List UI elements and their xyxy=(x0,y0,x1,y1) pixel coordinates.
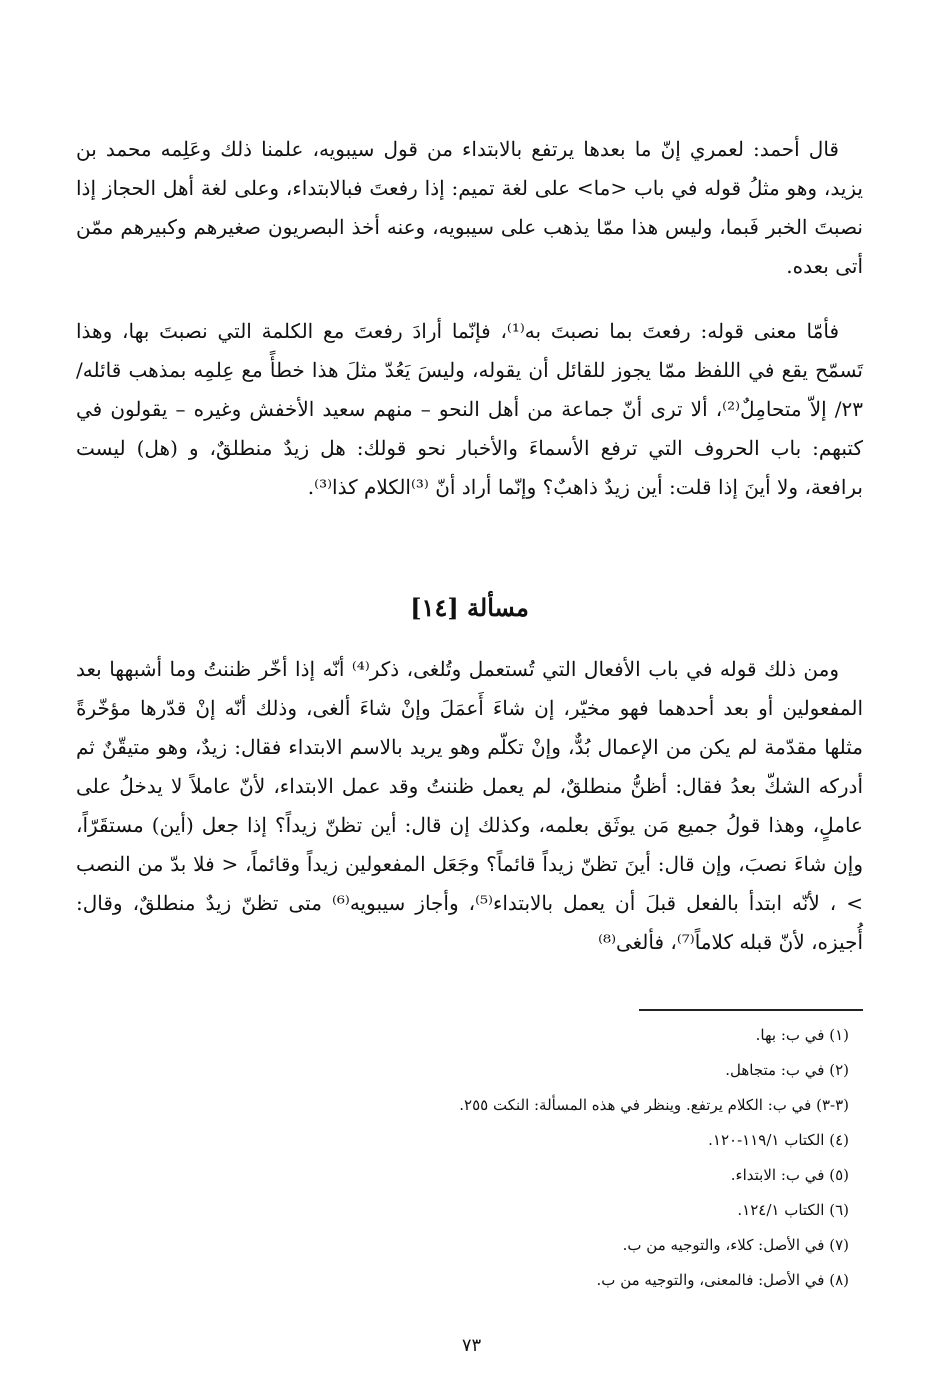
paragraph-3 xyxy=(76,650,863,962)
paragraph-1 xyxy=(76,130,863,286)
page-number: ٧٣ xyxy=(461,1335,482,1356)
section-heading: مسألة [١٤] xyxy=(410,593,529,622)
footnote-8: (٨) في الأصل: فالمعنى، والتوجيه من ب. xyxy=(596,1271,849,1289)
footnote-6: (٦) الكتاب ١٢٤/١. xyxy=(737,1201,849,1219)
paragraph-text: فأمّا معنى قوله: رفعتَ بما نصبتَ به⁽¹⁾، فإنّما أرادَ رفعتَ مع الكلمة التي نصبتَ بها، وهذا تَسمّح يقع في اللفظ ممّا يجوز للقائل أن يقوله، وليسَ يَعُدّ مثلَ هذا خطأً مع عِلمِه بمذهب قائله/٢٣/ إلاّ متحامِلٌ⁽²⁾، ألا ترى أنّ جماعة من أهل النحو – منهم سعيد الأخفش وغيره – يقولون في كتبهم: باب الحروف التي ترفع الأسماءَ والأخبار نحو قولك: هل زيدٌ منطلقٌ، و (هل) ليست برافعة، ولا أينَ إذا قلت: أين زيدٌ ذاهبٌ؟ وإنّما أراد أنّ ⁽³⁾الكلام كذا⁽³⁾. xyxy=(76,319,863,499)
footnote-5: (٥) في ب: الابتداء. xyxy=(730,1166,849,1184)
paragraph-text: ومن ذلك قوله في باب الأفعال التي تُستعمل وتُلغى، ذكر⁽⁴⁾ أنّه إذا أخّر ظننتُ وما أشبهها بعد المفعولين أو بعد أحدهما فهو مخيّر، إن شاءَ أَعمَلَ وإنْ شاءَ ألغى، وذلك أنّه إنْ قدّرها مؤخّرةً مثلها مقدّمة لم يكن من الإعمال بُدٌّ، وإنْ تكلّم وهو يريد بالاسم الابتداء فقال: زيدٌ، وهو متيقّنٌ ثم أدركه الشكّ بعدُ فقال: أظنُّ منطلقٌ، لم يعمل ظننتُ وقد عمل الابتداء، لأنّ عاملاً لا يدخلُ على عاملٍ، وهذا قولُ جميع مَن يوثَق بعلمه، وكذلك إن قال: أين تظنّ زيداً؟ إذا جعل (أين) مستقَرّاً، وإن شاءَ نصبَ، وإن قال: أينَ تظنّ زيداً قائماً؟ وجَعَل المفعولين زيداً وقائماً، < فلا بدّ من النصب > ، لأنّه ابتدأ بالفعل قبلَ أن يعمل بالابتداء⁽⁵⁾، وأجاز سيبويه⁽⁶⁾ متى تظنّ زيدٌ منطلقٌ، وقال: أُجيزه، لأنّ قبله كلاماً⁽⁷⁾، فألغى⁽⁸⁾ xyxy=(76,657,863,954)
footnotes-list xyxy=(200,1018,849,1298)
footnote-3: (٣-٣) في ب: الكلام يرتفع. وينظر في هذه المسألة: النكت ٢٥٥. xyxy=(459,1096,849,1114)
footnote-7: (٧) في الأصل: كلاء، والتوجيه من ب. xyxy=(622,1236,849,1254)
footnote-divider xyxy=(639,1009,863,1011)
footnote-2: (٢) في ب: متجاهل. xyxy=(725,1061,849,1079)
paragraph-2 xyxy=(76,312,863,507)
paragraph-text: قال أحمد: لعمري إنّ ما بعدها يرتفع بالابتداء من قول سيبويه، علمنا ذلك وعَلِمه محمد بن يزيد، وهو مثلُ قوله في باب <ما> على لغة تميم: إذا رفعتَ فبالابتداء، وعلى لغة أهل الحجاز إذا نصبتَ الخبر فَبما، وليس هذا ممّا يذهب على سيبويه، وعنه أخذ البصريون صغيرهم وكبيرهم ممّن أتى بعده. xyxy=(76,137,863,278)
footnote-4: (٤) الكتاب ١١٩/١-١٢٠. xyxy=(708,1131,849,1149)
footnote-1: (١) في ب: بها. xyxy=(755,1026,849,1044)
